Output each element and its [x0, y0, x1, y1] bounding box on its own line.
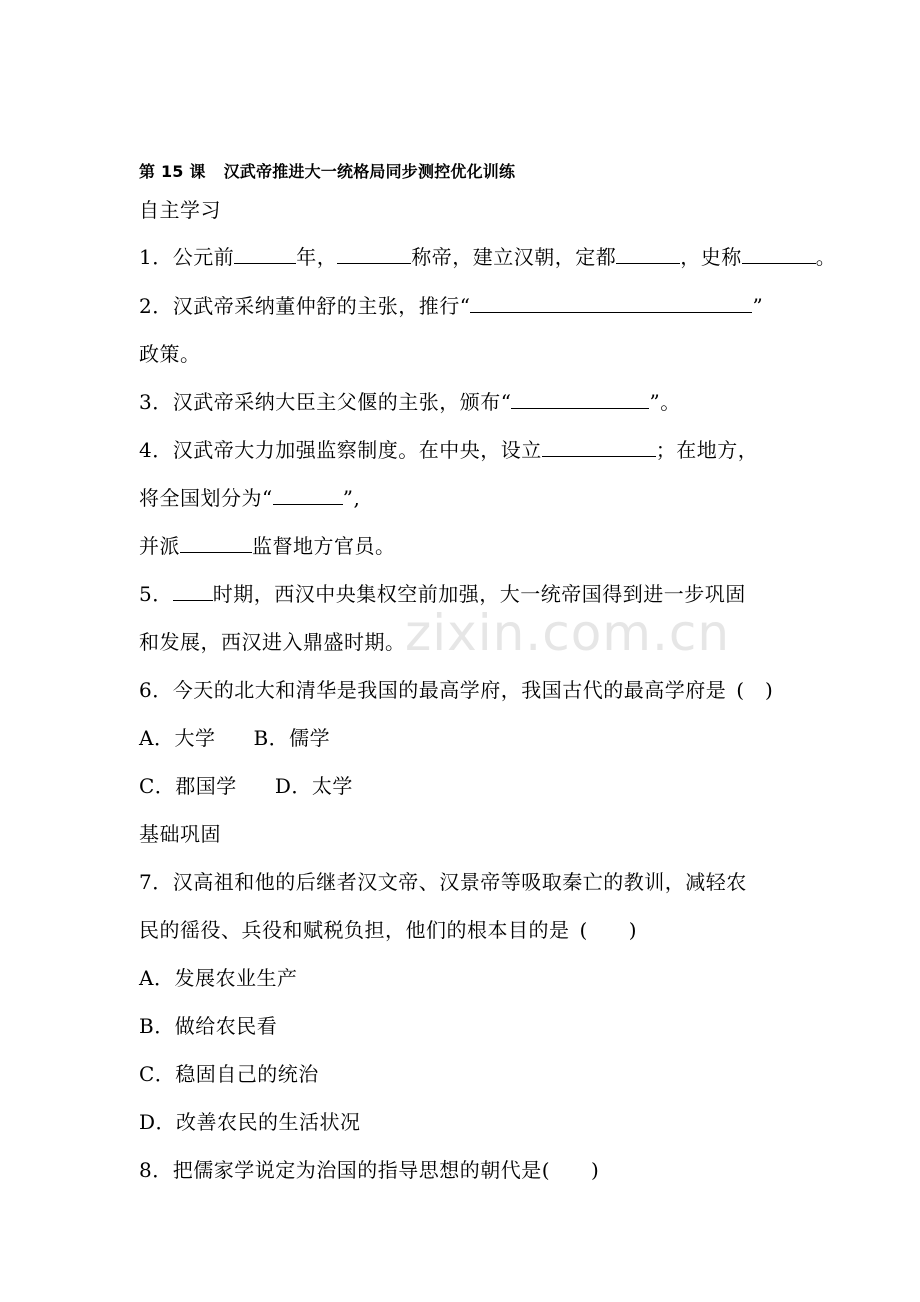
- question-4-line-2: 将全国划分为“ ”,: [139, 486, 361, 510]
- answer-blank[interactable]: [234, 245, 296, 264]
- answer-blank[interactable]: [470, 294, 752, 313]
- question-7-option-c[interactable]: C．稳固自己的统治: [139, 1062, 319, 1086]
- question-6-options-row-1: [139, 725, 330, 751]
- answer-blank[interactable]: [273, 486, 343, 505]
- answer-blank[interactable]: [511, 390, 649, 409]
- option-a[interactable]: A．大学: [139, 726, 216, 750]
- question-8: 8．把儒家学说定为治国的指导思想的朝代是( ): [139, 1158, 600, 1182]
- answer-blank[interactable]: [542, 438, 656, 457]
- section-heading-basics: 基础巩固: [139, 822, 221, 846]
- page-title: [139, 161, 515, 183]
- question-3: 3．汉武帝采纳大臣主父偃的主张，颁布“ ”。: [139, 390, 681, 414]
- question-4-line-3: 并派 监督地方官员。: [139, 534, 396, 558]
- answer-blank[interactable]: [337, 245, 411, 264]
- question-7-continued: 民的徭役、兵役和赋税负担，他们的根本目的是 ( ): [139, 918, 638, 942]
- option-d[interactable]: D．太学: [274, 774, 353, 798]
- question-2-continued: 政策。: [139, 342, 201, 366]
- question-6-options-row-2: [139, 773, 353, 799]
- lesson-title: 汉武帝推进大一统格局同步测控优化训练: [223, 162, 516, 181]
- answer-paren[interactable]: ( ): [579, 918, 638, 942]
- answer-blank[interactable]: [173, 582, 213, 601]
- answer-paren[interactable]: ( ): [541, 1158, 600, 1182]
- answer-paren[interactable]: ( ): [736, 678, 774, 702]
- question-7: 7．汉高祖和他的后继者汉文帝、汉景帝等吸取秦亡的教训，减轻农: [139, 870, 747, 894]
- watermark: zixin.com.cn: [405, 604, 731, 662]
- option-b[interactable]: B．儒学: [253, 726, 331, 750]
- question-6: 6．今天的北大和清华是我国的最高学府，我国古代的最高学府是 ( ): [139, 678, 774, 702]
- question-2: 2．汉武帝采纳董仲舒的主张，推行“ ”: [139, 294, 764, 318]
- question-1: 1．公元前 年， 称帝，建立汉朝，定都 ，史称 。: [139, 245, 837, 269]
- question-5-continued: 和发展，西汉进入鼎盛时期。: [139, 630, 406, 654]
- answer-blank[interactable]: [180, 534, 252, 553]
- answer-blank[interactable]: [616, 245, 680, 264]
- question-5: 5． 时期，西汉中央集权空前加强，大一统帝国得到进一步巩固: [139, 582, 746, 606]
- question-7-option-a[interactable]: A．发展农业生产: [139, 966, 298, 990]
- option-c[interactable]: C．郡国学: [139, 774, 237, 798]
- answer-blank[interactable]: [742, 245, 816, 264]
- question-7-option-d[interactable]: D．改善农民的生活状况: [139, 1110, 361, 1134]
- question-7-option-b[interactable]: B．做给农民看: [139, 1014, 278, 1038]
- question-4: 4．汉武帝大力加强监察制度。在中央，设立 ；在地方，: [139, 438, 759, 462]
- lesson-number: 第 15 课: [139, 162, 206, 181]
- section-heading-self-study: 自主学习: [139, 198, 221, 222]
